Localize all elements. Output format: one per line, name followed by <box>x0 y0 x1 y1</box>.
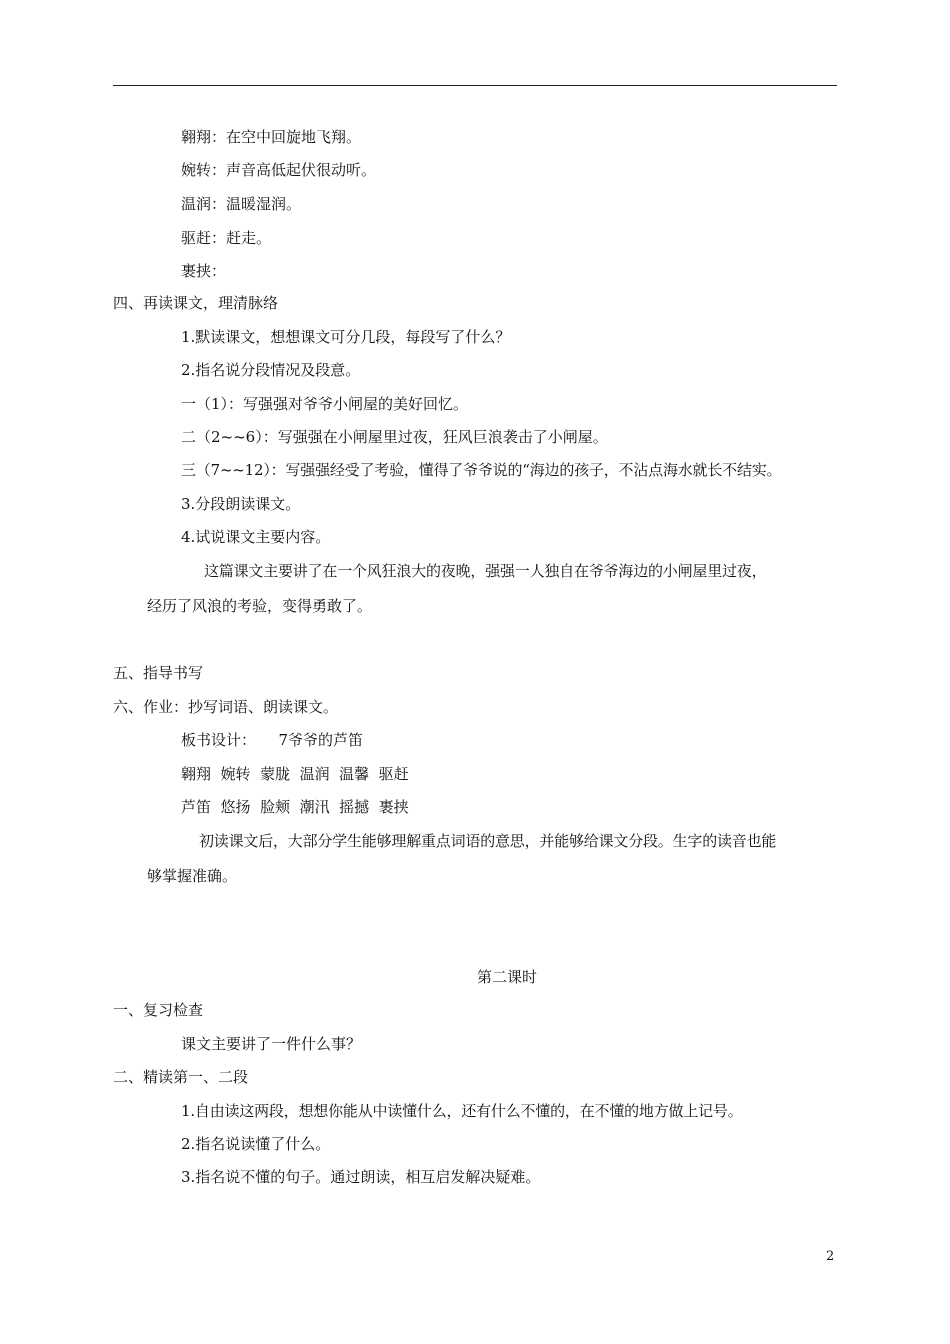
board-words-row-1: 翱翔 婉转 蒙胧 温润 温馨 驱赶 <box>181 765 409 783</box>
page-number: 2 <box>826 1249 835 1264</box>
reflection-line-1: 初读课文后，大部分学生能够理解重点词语的意思，并能够给课文分段。生字的读音也能 <box>199 832 777 850</box>
step-3: 3.分段朗读课文。 <box>181 495 301 513</box>
close-read-step-1: 1.自由读这两段，想想你能从中读懂什么，还有什么不懂的，在不懂的地方做上记号。 <box>181 1102 743 1120</box>
close-read-step-2: 2.指名说读懂了什么。 <box>181 1135 331 1153</box>
board-words-row-2: 芦笛 悠扬 脸颊 潮汛 摇撼 裹挟 <box>181 798 409 816</box>
step-4: 4.试说课文主要内容。 <box>181 528 331 546</box>
section-heading-6: 六、作业：抄写词语、朗读课文。 <box>113 698 339 716</box>
paragraph-part-1: 一（1）：写强强对爷爷小闸屋的美好回忆。 <box>181 395 469 413</box>
definition-qugan: 驱赶：赶走。 <box>181 229 272 247</box>
close-read-step-3: 3.指名说不懂的句子。通过朗读，相互启发解决疑难。 <box>181 1168 541 1186</box>
reflection-line-2: 够掌握准确。 <box>147 867 238 885</box>
lesson-title: 第二课时 <box>477 968 538 986</box>
section-heading-4: 四、再读课文，理清脉络 <box>113 294 279 312</box>
section-heading-close-read: 二、精读第一、二段 <box>113 1068 249 1086</box>
definition-aoxiang: 翱翔：在空中回旋地飞翔。 <box>181 128 362 146</box>
step-2: 2.指名说分段情况及段意。 <box>181 361 361 379</box>
paragraph-part-3: 三（7~~12）：写强强经受了考验，懂得了爷爷说的“海边的孩子，不沾点海水就长不结实。 <box>181 461 782 479</box>
header-rule <box>113 85 837 86</box>
definition-guoxie: 裹挟： <box>181 262 227 280</box>
summary-line-1: 这篇课文主要讲了在一个风狂浪大的夜晚，强强一人独自在爷爷海边的小闸屋里过夜， <box>204 562 767 580</box>
definition-wenrun: 温润：温暖湿润。 <box>181 195 302 213</box>
section-heading-5: 五、指导书写 <box>113 664 204 682</box>
board-design-title: 板书设计： 7爷爷的芦笛 <box>181 731 364 749</box>
summary-line-2: 经历了风浪的考验，变得勇敢了。 <box>147 597 373 615</box>
review-question: 课文主要讲了一件什么事？ <box>181 1035 362 1053</box>
section-heading-review: 一、复习检查 <box>113 1001 204 1019</box>
definition-wanzhuan: 婉转：声音高低起伏很动听。 <box>181 161 377 179</box>
step-1: 1.默读课文，想想课文可分几段，每段写了什么？ <box>181 328 511 346</box>
paragraph-part-2: 二（2~~6）：写强强在小闸屋里过夜，狂风巨浪袭击了小闸屋。 <box>181 428 608 446</box>
